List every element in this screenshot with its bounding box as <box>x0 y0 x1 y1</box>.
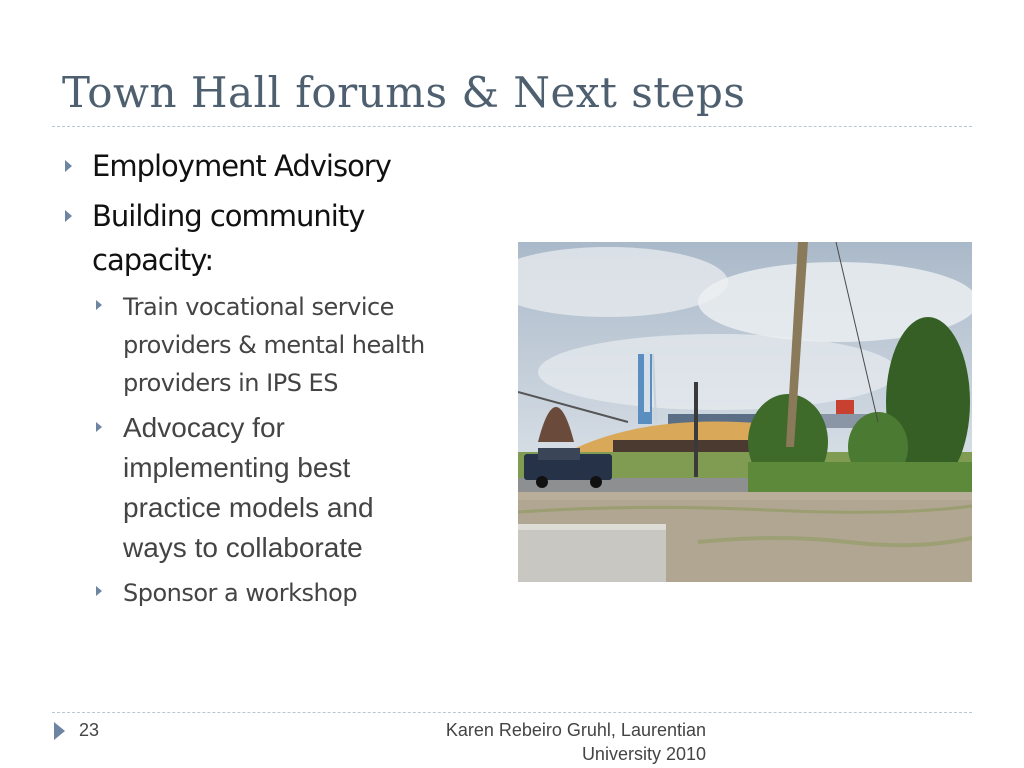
sub-bullet-text: Advocacy for implementing best practice models and ways to collaborate <box>123 412 374 563</box>
slide-title: Town Hall forums & Next steps <box>62 68 746 117</box>
bullet-list <box>62 144 492 612</box>
industrial-site-photo <box>518 242 972 582</box>
sub-bullet-text: Train vocational service providers & mental health providers in IPS ES <box>123 293 425 397</box>
title-divider <box>52 126 972 127</box>
footer-divider <box>52 712 972 713</box>
sub-bullet-item <box>62 288 492 402</box>
bullet-item <box>62 144 492 188</box>
bullet-arrow-icon <box>96 300 102 310</box>
bullet-arrow-icon <box>96 586 102 596</box>
sub-bullet-item <box>62 408 492 568</box>
bullet-item <box>62 194 492 282</box>
bullet-arrow-icon <box>65 210 72 222</box>
bullet-text: Employment Advisory <box>92 149 391 183</box>
bullet-arrow-icon <box>65 160 72 172</box>
footer-arrow-icon <box>54 722 65 740</box>
sub-bullet-text: Sponsor a workshop <box>123 579 358 607</box>
page-number: 23 <box>79 720 100 740</box>
bullet-text: Building community capacity: <box>92 199 365 277</box>
footer-credit: Karen Rebeiro Gruhl, Laurentian University 2010 <box>445 720 706 764</box>
sub-bullet-item <box>62 574 492 612</box>
bullet-arrow-icon <box>96 422 102 432</box>
